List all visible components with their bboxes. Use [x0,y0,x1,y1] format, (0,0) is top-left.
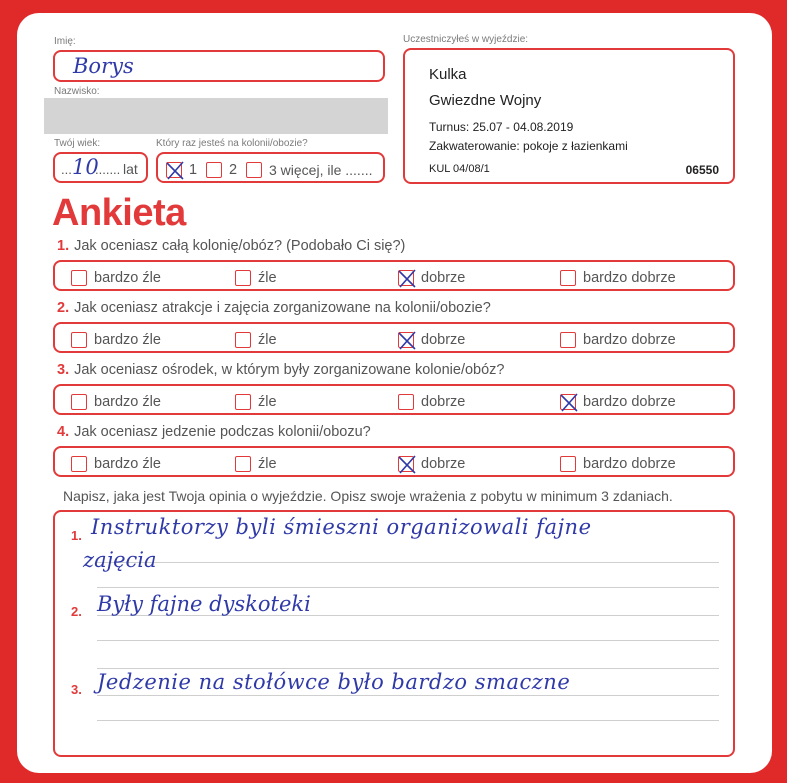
rating-option-label: bardzo dobrze [583,393,676,410]
rating-option-bardzo-zle[interactable] [71,268,161,287]
checkbox[interactable] [560,332,576,348]
rating-option-label: dobrze [421,455,466,472]
checkbox[interactable] [71,270,87,286]
rating-option-bardzo-zle[interactable] [71,392,161,411]
rating-option-bardzo-dobrze[interactable] [560,454,676,473]
which-time-option-3[interactable] [246,160,372,179]
question-text: Jak oceniasz atrakcje i zajęcia zorganizowane na kolonii/obozie? [74,300,491,316]
age-field[interactable] [53,152,148,183]
participant-label: Uczestniczyłeś w wyjeździe: [403,34,529,45]
trip-turnus: Turnus: 25.07 - 04.08.2019 [429,120,574,134]
rating-row-3 [53,384,735,415]
which-time-option-label: 1 [189,161,198,178]
ruled-line [97,695,719,696]
surname-redaction [44,98,388,134]
question-4 [57,424,371,440]
name-label: Imię: [54,36,76,47]
checkmark-x-icon [396,268,418,290]
rating-option-label: źle [258,331,277,348]
survey-title: Ankieta [52,192,186,234]
rating-option-dobrze[interactable] [398,268,465,287]
ruled-line [97,562,719,563]
page-border-right [772,0,787,783]
rating-option-label: bardzo źle [94,455,161,472]
rating-option-label: dobrze [421,331,466,348]
checkbox[interactable] [71,332,87,348]
checkbox[interactable] [206,162,222,178]
ruled-line [97,720,719,721]
checkbox[interactable] [560,394,576,410]
rating-option-label: bardzo dobrze [583,331,676,348]
which-time-label: Który raz jesteś na kolonii/obozie? [156,138,308,149]
answer-3-text: Jedzenie na stołówce było bardzo smaczne [97,670,571,694]
rating-option-zle[interactable] [235,268,277,287]
question-text: Jak oceniasz całą kolonię/obóz? (Podobało Ci się?) [74,238,406,254]
question-number: 4. [57,424,70,440]
rating-option-bardzo-dobrze[interactable] [560,268,676,287]
checkbox[interactable] [560,456,576,472]
trip-theme: Gwiezdne Wojny [429,92,542,109]
checkbox[interactable] [246,162,262,178]
rating-option-label: dobrze [421,269,466,286]
age-label: Twój wiek: [54,138,101,149]
trip-accommodation: Zakwaterowanie: pokoje z łazienkami [429,139,628,153]
checkbox[interactable] [235,332,251,348]
rating-option-label: bardzo dobrze [583,455,676,472]
opinion-box[interactable] [53,510,735,757]
answer-1-text: Instruktorzy byli śmieszni organizowali fajne [91,515,592,539]
age-unit: lat [123,161,138,177]
rating-option-zle[interactable] [235,392,277,411]
checkbox[interactable] [235,394,251,410]
which-time-option-label: 3 więcej, ile ....... [269,161,373,178]
trip-code: KUL 04/08/1 [429,163,490,175]
age-dots-after: ....... [95,162,121,177]
rating-option-label: źle [258,269,277,286]
rating-option-label: bardzo dobrze [583,269,676,286]
rating-option-bardzo-dobrze[interactable] [560,330,676,349]
answer-number: 3. [71,682,82,697]
trip-info-box [403,48,735,184]
checkbox[interactable] [166,162,182,178]
question-2 [57,300,491,316]
answer-1-text-cont: zajęcia [83,548,157,572]
rating-row-2 [53,322,735,353]
rating-row-4 [53,446,735,477]
checkbox[interactable] [560,270,576,286]
checkbox[interactable] [398,332,414,348]
age-value: 10 [72,155,99,179]
age-dots-before: ... [61,162,72,177]
rating-option-dobrze[interactable] [398,392,465,411]
rating-option-label: źle [258,393,277,410]
question-number: 3. [57,362,70,378]
answer-2-text: Były fajne dyskoteki [97,592,311,616]
rating-option-bardzo-zle[interactable] [71,330,161,349]
question-1 [57,238,405,254]
checkbox[interactable] [71,456,87,472]
rating-option-zle[interactable] [235,454,277,473]
answer-number: 2. [71,604,82,619]
which-time-option-1[interactable] [166,160,197,179]
checkbox[interactable] [398,270,414,286]
answer-number: 1. [71,528,82,543]
checkmark-x-icon [396,454,418,476]
which-time-field [156,152,385,183]
question-number: 2. [57,300,70,316]
opinion-prompt: Napisz, jaka jest Twoja opinia o wyjeździe. Opisz swoje wrażenia z pobytu w minimum 3 zdaniach. [63,488,673,504]
checkmark-x-icon [396,330,418,352]
checkmark-x-icon [164,160,186,182]
rating-option-zle[interactable] [235,330,277,349]
name-value: Borys [73,54,134,78]
name-field[interactable] [53,50,385,82]
checkbox[interactable] [71,394,87,410]
rating-option-label: dobrze [421,393,466,410]
checkmark-x-icon [558,392,580,414]
ruled-line [97,640,719,641]
ruled-line [97,668,719,669]
surname-label: Nazwisko: [54,86,100,97]
ruled-line [97,587,719,588]
rating-option-bardzo-zle[interactable] [71,454,161,473]
rating-option-dobrze[interactable] [398,330,465,349]
rating-row-1 [53,260,735,291]
question-text: Jak oceniasz ośrodek, w którym były zorganizowane kolonie/obóz? [74,362,505,378]
question-3 [57,362,504,378]
rating-option-label: bardzo źle [94,269,161,286]
trip-number: 06550 [685,163,719,177]
rating-option-label: bardzo źle [94,393,161,410]
checkbox[interactable] [235,456,251,472]
rating-option-label: bardzo źle [94,331,161,348]
which-time-option-label: 2 [229,161,238,178]
rating-option-bardzo-dobrze[interactable] [560,392,676,411]
rating-option-label: źle [258,455,277,472]
question-text: Jak oceniasz jedzenie podczas kolonii/obozu? [74,424,371,440]
checkbox[interactable] [398,456,414,472]
which-time-option-2[interactable] [206,160,237,179]
rating-option-dobrze[interactable] [398,454,465,473]
question-number: 1. [57,238,70,254]
trip-place: Kulka [429,66,467,83]
checkbox[interactable] [235,270,251,286]
checkbox[interactable] [398,394,414,410]
